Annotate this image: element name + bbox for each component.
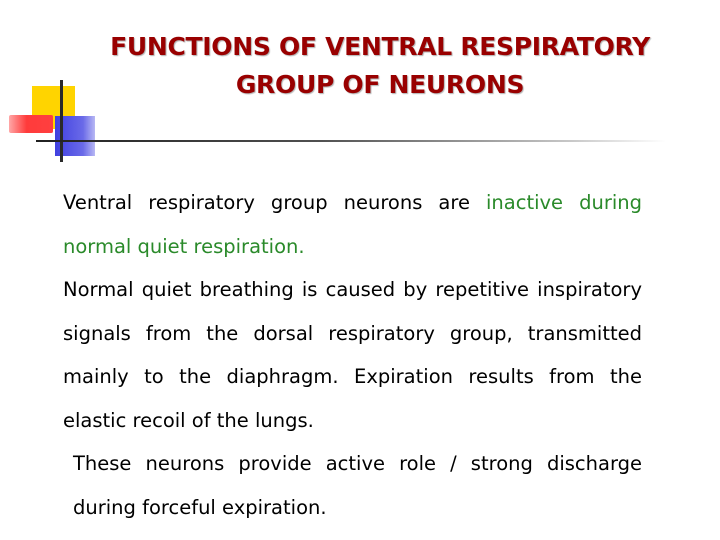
- paragraph-ventral-inactive: [63, 181, 642, 268]
- slide-body: [63, 181, 642, 529]
- title-underline: [36, 140, 666, 142]
- paragraph-text: Ventral respiratory group neurons are: [63, 191, 486, 214]
- slide-title: [40, 28, 720, 104]
- paragraph-forceful-expiration: These neurons provide active role / strong discharge during forceful expiration.: [73, 452, 642, 519]
- highlighted-text: inactive during normal quiet respiration.: [63, 191, 642, 258]
- red-accent-highlight: [9, 115, 53, 133]
- paragraph-quiet-breathing: Normal quiet breathing is caused by repetitive inspiratory signals from the dorsal respiratory group, transmitted mainly to the diaphragm. Expiration results from the elastic recoil of the lungs.: [63, 278, 642, 432]
- slide-title-line-2: GROUP OF NEURONS: [235, 70, 525, 99]
- slide-title-line-1: FUNCTIONS OF VENTRAL RESPIRATORY: [110, 32, 650, 61]
